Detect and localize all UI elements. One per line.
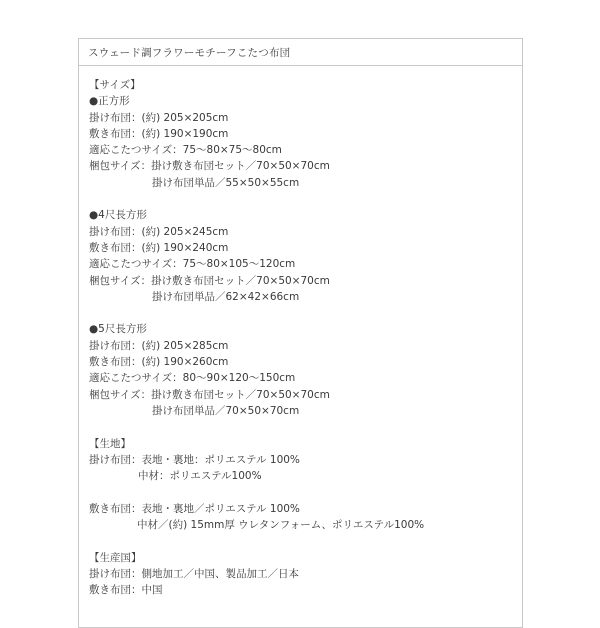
spacer [89, 191, 522, 207]
rect4-shiki: 敷き布団：(約) 190×240cm [89, 241, 229, 254]
square-pack-single: 掛け布団単品／55×50×55cm [152, 176, 300, 189]
square-name: ●正方形 [89, 95, 130, 108]
rect5-pack-single: 掛け布団単品／70×50×70cm [152, 404, 300, 417]
spec-content [79, 66, 522, 599]
rect4-pack-single: 掛け布団単品／62×42×66cm [152, 290, 300, 303]
fabric-heading: 【生地】 [89, 437, 131, 450]
spacer [89, 533, 522, 549]
square-shiki: 敷き布団：(約) 190×190cm [89, 127, 229, 140]
square-pack-set: 梱包サイズ：掛け敷き布団セット／70×50×70cm [89, 160, 330, 173]
size-heading: 【サイズ】 [89, 79, 141, 91]
rect4-kake: 掛け布団：(約) 205×245cm [89, 225, 229, 238]
spec-header [79, 39, 522, 66]
rect4-pack-set: 梱包サイズ：掛け敷き布団セット／70×50×70cm [89, 274, 330, 287]
spacer [89, 484, 522, 500]
rect5-name: ●5尺長方形 [89, 323, 147, 336]
square-kake: 掛け布団：(約) 205×205cm [89, 111, 229, 124]
fabric-shiki-surface: 敷き布団：表地・裏地／ポリエステル 100% [89, 502, 300, 515]
fabric-kake-surface: 掛け布団：表地・裏地：ポリエステル 100% [89, 453, 300, 466]
rect5-kotatsu: 適応こたつサイズ：80～90×120～150cm [89, 372, 296, 385]
spacer [89, 305, 522, 321]
fabric-shiki-filling: 中材／(約) 15mm厚 ウレタンフォーム、ポリエステル100% [137, 519, 425, 532]
origin-shiki: 敷き布団：中国 [89, 584, 163, 597]
rect4-name: ●4尺長方形 [89, 209, 147, 222]
spacer [89, 419, 522, 435]
rect4-kotatsu: 適応こたつサイズ：75～80×105～120cm [89, 258, 296, 271]
product-title: スウェード調フラワーモチーフこたつ布団 [88, 46, 291, 59]
origin-heading: 【生産国】 [89, 551, 142, 564]
product-spec-box [78, 38, 523, 628]
rect5-kake: 掛け布団：(約) 205×285cm [89, 339, 229, 352]
square-kotatsu: 適応こたつサイズ：75～80×75～80cm [89, 144, 282, 157]
origin-kake: 掛け布団：側地加工／中国、製品加工／日本 [89, 567, 299, 580]
rect5-pack-set: 梱包サイズ：掛け敷き布団セット／70×50×70cm [89, 388, 330, 401]
fabric-kake-filling: 中材：ポリエステル100% [138, 470, 262, 483]
rect5-shiki: 敷き布団：(約) 190×260cm [89, 356, 229, 369]
